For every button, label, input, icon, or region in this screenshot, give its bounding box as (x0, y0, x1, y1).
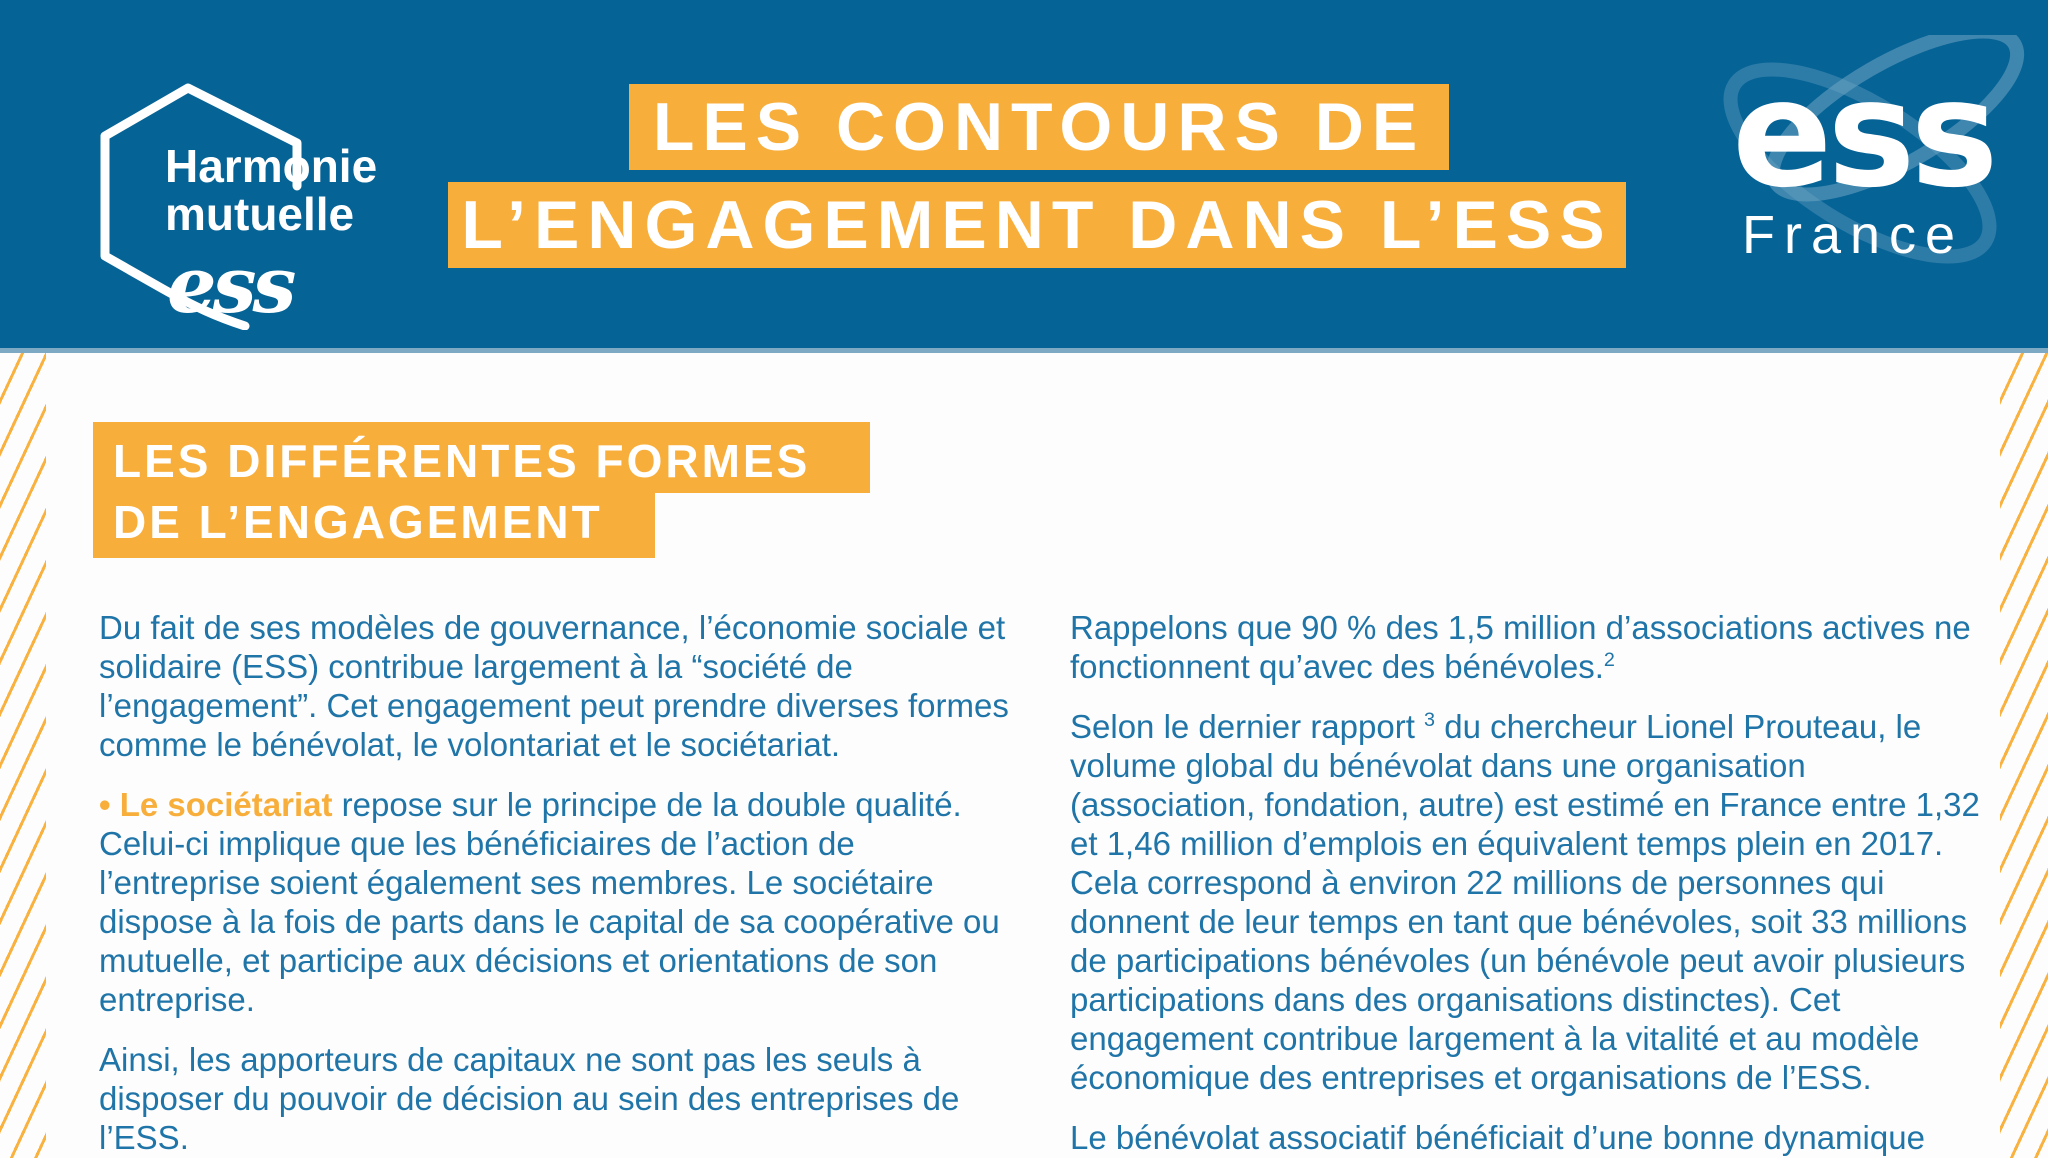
paragraph-text: Selon le dernier rapport (1070, 708, 1425, 745)
paragraph-text: repose sur le principe de la double qualité. Celui-ci implique que les bénéficiaires de l’action de l’entreprise soient également ses membres. Le sociétaire dispose à la fois de parts dans le capital de sa coopérative ou mutuelle, et participe aux décisions et orientations de son entreprise. (99, 786, 1000, 1018)
paragraph-text: du chercheur Lionel Prouteau, le volume global du bénévolat dans une organisation (association, fondation, autre) est estimé en France entre 1,32 et 1,46 million d’emplois en équivalent temps plein en 2017. Cela correspond à environ 22 millions de personnes qui donnent de leur temps en tant que bénévoles, soit 33 millions de participations bénévoles (un bénévole peut avoir plusieurs participations dans des organisations distinctes). Cet engagement contribue largement à la vitalité et au modèle économique des entreprises et organisations de l’ESS. (1070, 708, 1980, 1096)
page-title-line2: L’ENGAGEMENT DANS L’ESS (448, 182, 1626, 268)
paragraph (1070, 608, 1985, 686)
footnote-reference: 2 (1603, 649, 1615, 671)
footnote-reference: 3 (1424, 709, 1436, 731)
right-column (1070, 608, 1985, 1158)
logo-word-mutuelle: mutuelle (165, 188, 355, 240)
harmonie-mutuelle-logo (45, 30, 385, 330)
paragraph-text: Rappelons que 90 % des 1,5 million d’associations actives ne fonctionnent qu’avec des bénévoles. (1070, 609, 1971, 685)
stripe-decoration-left (0, 353, 46, 1158)
logo-word-harmonie: Harmonie (165, 140, 378, 192)
page-title-line1: LES CONTOURS DE (629, 84, 1449, 170)
paragraph-text: Le bénévolat associatif bénéficiait d’une bonne dynamique (1070, 1119, 1925, 1156)
stripe-decoration-right (2000, 353, 2048, 1158)
paragraph-text: Ainsi, les apporteurs de capitaux ne sont pas les seuls à disposer du pouvoir de décision au sein des entreprises de l’ESS. (99, 1041, 960, 1156)
logo-ess-text: ess (1732, 48, 1994, 220)
left-column (99, 608, 1014, 1158)
header-banner (0, 0, 2048, 353)
paragraph (99, 785, 1014, 1019)
section-heading-line2: DE L’ENGAGEMENT (93, 493, 655, 558)
swirl-icon (1690, 35, 2048, 285)
paragraph (1070, 707, 1985, 1097)
paragraph-lead: • Le sociétariat (99, 786, 333, 823)
logo-script-ess: ess (167, 240, 293, 330)
paragraph (99, 1040, 1014, 1157)
section-heading-line1: LES DIFFÉRENTES FORMES (93, 422, 870, 493)
paragraph-text: Du fait de ses modèles de gouvernance, l’économie sociale et solidaire (ESS) contribue largement à la “société de l’engagement”. Cet engagement peut prendre diverses formes comme le bénévolat, le volontariat et le sociétariat. (99, 609, 1009, 763)
paragraph (1070, 1118, 1985, 1157)
paragraph (99, 608, 1014, 764)
logo-france-text: France (1742, 205, 1965, 265)
hexagon-icon (45, 30, 385, 330)
ess-france-logo (1690, 35, 2048, 285)
